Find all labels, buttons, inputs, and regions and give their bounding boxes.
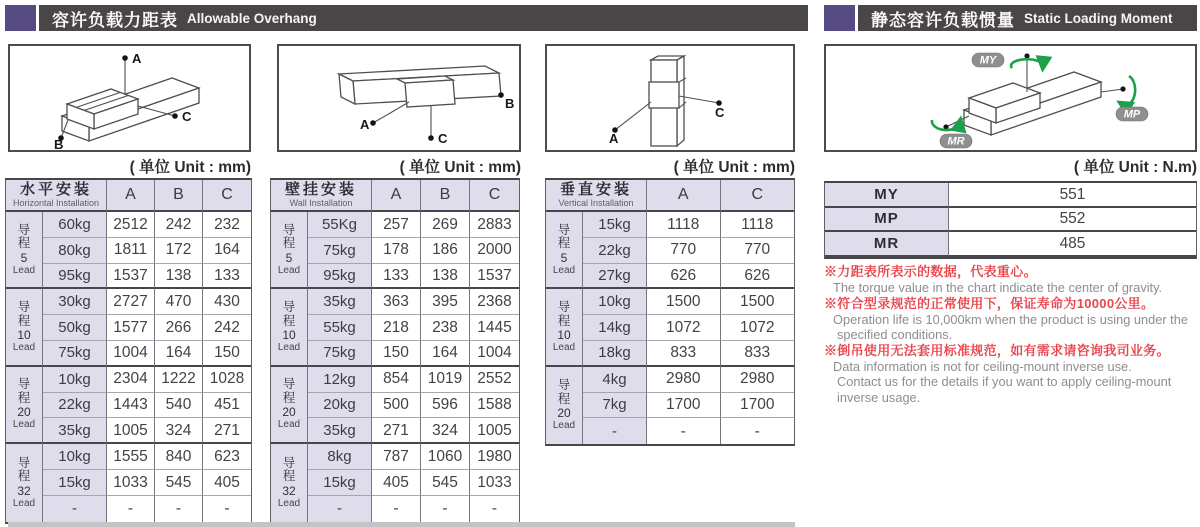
value-cell: 186 <box>421 238 470 264</box>
value-cell: 1443 <box>107 393 155 419</box>
lead-number: 10 <box>557 328 571 343</box>
value-cell: 133 <box>372 264 421 290</box>
lead-zh-char: 导 <box>17 377 31 392</box>
value-cell: 545 <box>421 470 470 496</box>
point-label-a: A <box>132 51 142 66</box>
note-item <box>824 264 1197 296</box>
table-title <box>546 180 647 212</box>
value-cell: 324 <box>421 418 470 444</box>
note-en-line: inverse usage. <box>837 389 921 405</box>
value-cell: 218 <box>372 315 421 341</box>
moment-table <box>824 181 1197 259</box>
load-cell: 27kg <box>583 264 647 290</box>
value-cell: 1072 <box>647 315 721 341</box>
header-bar <box>39 5 808 31</box>
lead-zh-char: 导 <box>557 378 571 393</box>
value-cell: 1072 <box>721 315 795 341</box>
lead-label <box>271 289 308 366</box>
value-cell: - <box>107 496 155 522</box>
load-cell: 20kg <box>308 393 372 419</box>
value-cell: 1222 <box>155 367 203 393</box>
note-item <box>824 296 1197 343</box>
load-cell: - <box>583 418 647 444</box>
lead-zh-char: 程 <box>557 313 571 328</box>
moment-row-label: MY <box>825 183 949 208</box>
note-en-line: Data information is not for ceiling-mount inverse use. <box>833 358 1132 374</box>
value-cell: 266 <box>155 315 203 341</box>
lead-word: Lead <box>552 420 576 432</box>
load-cell: 8kg <box>308 444 372 470</box>
value-cell: 172 <box>155 238 203 264</box>
lead-label <box>6 444 43 521</box>
value-cell: - <box>155 496 203 522</box>
load-cell: 95kg <box>43 264 107 290</box>
column-header: A <box>372 180 421 212</box>
lead-word: Lead <box>12 264 36 276</box>
load-cell: 10kg <box>583 289 647 315</box>
point-label-c: C <box>438 131 448 146</box>
point-label-a: A <box>360 117 370 132</box>
value-cell: 770 <box>721 238 795 264</box>
load-cell: 80kg <box>43 238 107 264</box>
lead-word: Lead <box>12 419 36 431</box>
lead-zh-char: 导 <box>17 455 31 470</box>
value-cell: 2883 <box>470 212 519 238</box>
lead-word: Lead <box>12 342 36 354</box>
lead-zh-char: 程 <box>17 313 31 328</box>
value-cell: 2552 <box>470 367 519 393</box>
value-cell: 271 <box>203 418 251 444</box>
lead-zh-char: 导 <box>282 377 296 392</box>
column-header: C <box>721 180 795 212</box>
load-cell: 15kg <box>583 212 647 238</box>
lead-label <box>546 212 583 289</box>
table-title-zh: 壁挂安装 <box>284 181 357 198</box>
table-title-zh: 水平安装 <box>19 181 92 198</box>
value-cell: 150 <box>372 341 421 367</box>
value-cell: 626 <box>647 264 721 290</box>
lead-zh-char: 导 <box>282 455 296 470</box>
unit-label-mm: ( 单位 Unit : mm) <box>673 159 795 176</box>
value-cell: 238 <box>421 315 470 341</box>
overhang-table-horizontal <box>5 178 252 524</box>
value-cell: 430 <box>203 289 251 315</box>
lead-word: Lead <box>277 419 301 431</box>
value-cell: 164 <box>421 341 470 367</box>
lead-number: 5 <box>560 250 568 265</box>
lead-number: 10 <box>17 328 31 343</box>
value-cell: 1980 <box>470 444 519 470</box>
overhang-table-wall <box>270 178 520 524</box>
load-cell: 14kg <box>583 315 647 341</box>
value-cell: 1033 <box>107 470 155 496</box>
value-cell: 150 <box>203 341 251 367</box>
lead-label <box>6 367 43 444</box>
value-cell: 1028 <box>203 367 251 393</box>
unit-label-nm: ( 单位 Unit : N.m) <box>1073 159 1197 176</box>
load-cell: 10kg <box>43 367 107 393</box>
value-cell: 1445 <box>470 315 519 341</box>
value-cell: 2980 <box>647 367 721 393</box>
value-cell: 470 <box>155 289 203 315</box>
table-title-en: Vertical Installation <box>558 198 634 208</box>
value-cell: 596 <box>421 393 470 419</box>
value-cell: 2727 <box>107 289 155 315</box>
value-cell: 1033 <box>470 470 519 496</box>
lead-number: 32 <box>282 483 296 498</box>
note-item <box>824 343 1197 406</box>
lead-zh-char: 程 <box>282 313 296 328</box>
moment-row-value: 551 <box>949 183 1196 208</box>
load-cell: 75kg <box>43 341 107 367</box>
value-cell: 854 <box>372 367 421 393</box>
load-cell: 12kg <box>308 367 372 393</box>
value-cell: 623 <box>203 444 251 470</box>
lead-zh-char: 导 <box>17 300 31 315</box>
point-label-c: C <box>182 109 192 124</box>
table-title <box>271 180 372 212</box>
load-cell: 15kg <box>43 470 107 496</box>
lead-zh-char: 导 <box>282 300 296 315</box>
value-cell: 787 <box>372 444 421 470</box>
value-cell: 395 <box>421 289 470 315</box>
note-zh-line: ※倒吊使用无法套用标准规范，如有需求请咨询我司业务。 <box>824 342 1170 358</box>
value-cell: 626 <box>721 264 795 290</box>
value-cell: 500 <box>372 393 421 419</box>
horizontal-install-diagram <box>8 44 251 152</box>
lead-zh-char: 导 <box>557 222 571 237</box>
value-cell: 138 <box>155 264 203 290</box>
value-cell: 164 <box>155 341 203 367</box>
column-header: B <box>155 180 203 212</box>
notes <box>824 264 1197 405</box>
value-cell: - <box>721 418 795 444</box>
value-cell: 840 <box>155 444 203 470</box>
lead-number: 32 <box>17 483 31 498</box>
value-cell: 1118 <box>647 212 721 238</box>
lead-zh-char: 导 <box>17 222 31 237</box>
load-cell: 75kg <box>308 341 372 367</box>
value-cell: 363 <box>372 289 421 315</box>
value-cell: 1588 <box>470 393 519 419</box>
value-cell: 405 <box>203 470 251 496</box>
unit-label-mm: ( 单位 Unit : mm) <box>129 159 251 176</box>
column-header: A <box>647 180 721 212</box>
load-cell: - <box>43 496 107 522</box>
vertical-actuator-drawing <box>547 46 793 150</box>
lead-zh-char: 程 <box>282 390 296 405</box>
value-cell: 1811 <box>107 238 155 264</box>
value-cell: 1118 <box>721 212 795 238</box>
lead-label <box>271 444 308 521</box>
load-cell: 7kg <box>583 393 647 419</box>
moment-label-mr: MR <box>947 135 965 148</box>
lead-number: 20 <box>557 406 571 421</box>
value-cell: 1577 <box>107 315 155 341</box>
load-cell: - <box>308 496 372 522</box>
value-cell: 1500 <box>721 289 795 315</box>
lead-number: 20 <box>282 405 296 420</box>
mp-badge <box>1116 107 1148 121</box>
lead-label <box>271 212 308 289</box>
moment-row-value: 552 <box>949 208 1196 233</box>
side-view-actuator-drawing <box>279 46 519 150</box>
value-cell: 1005 <box>470 418 519 444</box>
point-label-b: B <box>54 137 64 150</box>
value-cell: 242 <box>155 212 203 238</box>
value-cell: 1700 <box>721 393 795 419</box>
value-cell: - <box>647 418 721 444</box>
load-cell: 10kg <box>43 444 107 470</box>
moment-row-label: MP <box>825 208 949 233</box>
table-title-en: Wall Installation <box>289 198 353 208</box>
value-cell: 1004 <box>470 341 519 367</box>
value-cell: 2000 <box>470 238 519 264</box>
table-title-zh: 垂直安装 <box>559 181 632 198</box>
value-cell: 1537 <box>470 264 519 290</box>
lead-word: Lead <box>552 264 576 276</box>
lead-zh-char: 导 <box>557 300 571 315</box>
load-cell: 4kg <box>583 367 647 393</box>
load-cell: 60kg <box>43 212 107 238</box>
section-header-allowable-overhang <box>5 5 808 31</box>
lead-zh-char: 程 <box>17 236 31 251</box>
lead-number: 5 <box>20 250 28 265</box>
lead-zh-char: 程 <box>557 391 571 406</box>
load-cell: 55kg <box>308 315 372 341</box>
value-cell: 178 <box>372 238 421 264</box>
load-cell: 22kg <box>583 238 647 264</box>
value-cell: 770 <box>647 238 721 264</box>
note-en-line: Contact us for the details if you want to apply ceiling-mount <box>837 374 1172 389</box>
point-label-c: C <box>715 105 725 120</box>
value-cell: 1500 <box>647 289 721 315</box>
moment-label-mp: MP <box>1123 108 1141 121</box>
mr-badge <box>940 134 972 148</box>
value-cell: 833 <box>721 341 795 367</box>
section-header-static-loading-moment <box>824 5 1197 31</box>
moment-row-label: MR <box>825 232 949 257</box>
value-cell: 1060 <box>421 444 470 470</box>
value-cell: 405 <box>372 470 421 496</box>
value-cell: 1537 <box>107 264 155 290</box>
lead-zh-char: 程 <box>557 236 571 251</box>
lead-word: Lead <box>12 497 36 509</box>
load-cell: 75kg <box>308 238 372 264</box>
section-title-en: Static Loading Moment <box>1024 10 1173 26</box>
value-cell: 271 <box>372 418 421 444</box>
lead-zh-char: 导 <box>282 222 296 237</box>
lead-zh-char: 程 <box>282 469 296 484</box>
value-cell: 833 <box>647 341 721 367</box>
column-header: C <box>203 180 251 212</box>
value-cell: 269 <box>421 212 470 238</box>
vertical-install-diagram <box>545 44 795 152</box>
value-cell: 540 <box>155 393 203 419</box>
value-cell: - <box>203 496 251 522</box>
column-header: C <box>470 180 519 212</box>
accent-square <box>824 5 855 31</box>
moment-actuator-drawing <box>826 46 1195 150</box>
load-cell: 22kg <box>43 393 107 419</box>
overhang-table-vertical <box>545 178 795 446</box>
lead-label <box>546 289 583 366</box>
load-cell: 35kg <box>308 289 372 315</box>
value-cell: 545 <box>155 470 203 496</box>
isometric-actuator-drawing <box>10 46 249 150</box>
load-cell: 35kg <box>43 418 107 444</box>
note-en-line: specified conditions. <box>837 327 953 342</box>
value-cell: 1019 <box>421 367 470 393</box>
unit-label-mm: ( 单位 Unit : mm) <box>399 159 521 176</box>
value-cell: - <box>470 496 519 522</box>
lead-word: Lead <box>552 342 576 354</box>
point-label-a: A <box>609 131 619 146</box>
lead-label <box>6 212 43 289</box>
table-title-en: Horizontal Installation <box>12 198 100 208</box>
column-header: A <box>107 180 155 212</box>
value-cell: - <box>421 496 470 522</box>
value-cell: 1555 <box>107 444 155 470</box>
value-cell: 242 <box>203 315 251 341</box>
load-cell: 50kg <box>43 315 107 341</box>
value-cell: 232 <box>203 212 251 238</box>
section-title-zh: 静态容许负载惯量 <box>871 10 1015 30</box>
value-cell: 1700 <box>647 393 721 419</box>
moment-label-my: MY <box>979 54 997 67</box>
load-cell: 95kg <box>308 264 372 290</box>
lead-label <box>271 367 308 444</box>
value-cell: 2512 <box>107 212 155 238</box>
lead-number: 5 <box>285 250 293 265</box>
column-header: B <box>421 180 470 212</box>
load-cell: 18kg <box>583 341 647 367</box>
lead-number: 10 <box>282 328 296 343</box>
lead-zh-char: 程 <box>17 469 31 484</box>
page-cut-strip <box>8 522 795 527</box>
lead-label <box>6 289 43 366</box>
load-cell: 30kg <box>43 289 107 315</box>
wall-install-diagram <box>277 44 521 152</box>
lead-word: Lead <box>277 264 301 276</box>
load-cell: 55Kg <box>308 212 372 238</box>
accent-square <box>5 5 36 31</box>
value-cell: 324 <box>155 418 203 444</box>
value-cell: 2304 <box>107 367 155 393</box>
moment-row-value: 485 <box>949 232 1196 257</box>
value-cell: 138 <box>421 264 470 290</box>
value-cell: 2368 <box>470 289 519 315</box>
load-cell: 35kg <box>308 418 372 444</box>
value-cell: 451 <box>203 393 251 419</box>
value-cell: 1005 <box>107 418 155 444</box>
value-cell: 133 <box>203 264 251 290</box>
lead-word: Lead <box>277 342 301 354</box>
header-bar <box>858 5 1197 31</box>
lead-zh-char: 程 <box>282 236 296 251</box>
my-badge <box>972 53 1004 67</box>
lead-label <box>546 367 583 444</box>
note-zh-line: ※力距表所表示的数据，代表重心。 <box>824 264 1037 279</box>
value-cell: 2980 <box>721 367 795 393</box>
table-title <box>6 180 107 212</box>
value-cell: - <box>372 496 421 522</box>
load-cell: 15kg <box>308 470 372 496</box>
lead-number: 20 <box>17 405 31 420</box>
moment-axes-diagram <box>824 44 1197 152</box>
value-cell: 1004 <box>107 341 155 367</box>
value-cell: 257 <box>372 212 421 238</box>
lead-zh-char: 程 <box>17 390 31 405</box>
value-cell: 164 <box>203 238 251 264</box>
section-title-zh: 容许负载力距表 <box>52 10 178 30</box>
point-label-b: B <box>505 96 515 111</box>
note-en-line: The torque value in the chart indicate the center of gravity. <box>833 280 1163 295</box>
note-zh-line: ※符合型录规范的正常使用下，保证寿命为10000公里。 <box>824 295 1155 311</box>
note-en-line: Operation life is 10,000km when the product is using under the <box>833 311 1188 327</box>
lead-word: Lead <box>277 497 301 509</box>
section-title-en: Allowable Overhang <box>187 10 317 26</box>
